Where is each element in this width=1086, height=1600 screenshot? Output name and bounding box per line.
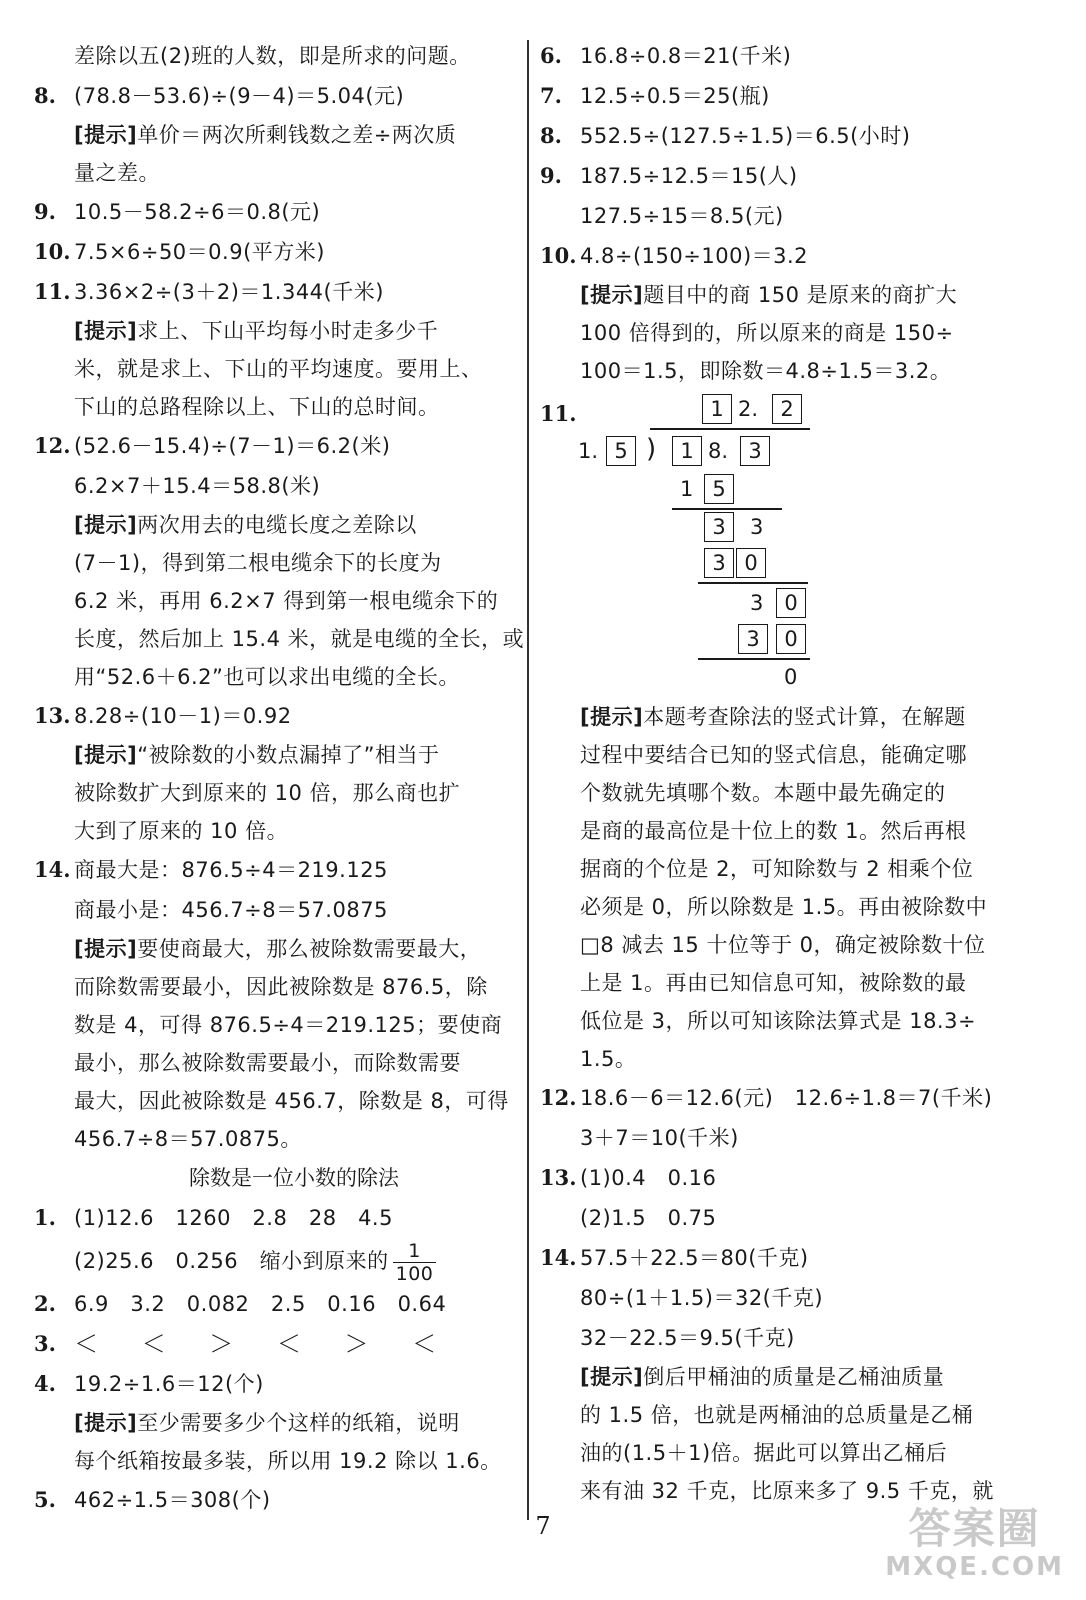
answer-line: 552.5÷(127.5÷1.5)＝6.5(小时) xyxy=(580,124,911,148)
tip-line: 6.2 米，再用 6.2×7 得到第一根电缆余下的 xyxy=(74,589,499,613)
step-digit: 3 xyxy=(750,591,764,615)
tip-line: 100 倍得到的，所以原来的商是 150÷ xyxy=(580,321,954,345)
remainder-digit: 0 xyxy=(784,665,798,689)
tip-line xyxy=(540,1358,1060,1396)
answer-number: 8. xyxy=(540,123,562,148)
tip-line: 被除数扩大到原来的 10 倍，那么商也扩 xyxy=(74,781,461,805)
tip-line: 而除数需要最小，因此被除数是 876.5，除 xyxy=(74,975,488,999)
tip-line: 油的(1.5＋1)倍。据此可以算出乙桶后 xyxy=(580,1441,948,1465)
watermark-logo xyxy=(885,1506,1064,1582)
answer-line: 7.5×6÷50＝0.9(平方米) xyxy=(74,240,325,264)
answer-line: (2)1.5 0.75 xyxy=(580,1206,717,1230)
continuation-line: 差除以五(2)班的人数，即是所求的问题。 xyxy=(74,44,471,68)
tip-line: 来有油 32 千克，比原来多了 9.5 千克，就 xyxy=(580,1479,994,1503)
answer-item xyxy=(34,232,524,272)
step-digit: 1 xyxy=(680,477,694,501)
answer-line: 商最大是：876.5÷4＝219.125 xyxy=(74,858,388,882)
answer-number: 5. xyxy=(34,1487,56,1512)
tip-line: 是商的最高位是十位上的数 1。然后再根 xyxy=(580,819,967,843)
answer-item xyxy=(34,192,524,232)
tip-line: 下山的总路程除以上、下山的总时间。 xyxy=(74,395,440,419)
answer-item xyxy=(34,696,524,850)
step-digit-box: 3 xyxy=(738,624,768,654)
tip-text: 求上、下山平均每小时走多少千 xyxy=(137,319,439,343)
tip-text: 题目中的商 150 是原来的商扩大 xyxy=(643,283,958,307)
watermark-bottom: MXQE.COM xyxy=(885,1552,1064,1582)
right-column xyxy=(540,36,1060,1510)
answer-line: (52.6－15.4)÷(7－1)＝6.2(米) xyxy=(74,434,391,458)
answer-number: 8. xyxy=(34,83,56,108)
step-digit-box: 5 xyxy=(704,474,734,504)
answer-number: 9. xyxy=(34,199,56,224)
tip-text: 倒后甲桶油的质量是乙桶油质量 xyxy=(643,1365,945,1389)
answer-12 xyxy=(540,1078,1060,1158)
left-column xyxy=(34,36,524,1520)
tip-label: [提示] xyxy=(74,937,138,961)
answer-line: 10.5－58.2÷6＝0.8(元) xyxy=(74,200,321,224)
answer-number: 14. xyxy=(540,1245,577,1270)
step-digit: 3 xyxy=(750,515,764,539)
answer-text: (2)25.6 0.256 缩小到原来的 xyxy=(74,1249,389,1273)
tip-block xyxy=(540,698,1060,1078)
tip-line xyxy=(34,736,524,774)
tip-line: 长度，然后加上 15.4 米，就是电缆的全长，或 xyxy=(74,627,525,651)
answer-number: 12. xyxy=(34,433,71,458)
divisor-digit: 1. xyxy=(578,439,599,463)
answer-line: 19.2÷1.6＝12(个) xyxy=(74,1372,264,1396)
answer-14 xyxy=(540,1238,1060,1510)
tip-text: “被除数的小数点漏掉了”相当于 xyxy=(137,743,440,767)
answer-number: 3. xyxy=(34,1331,56,1356)
tip-line: □8 减去 15 十位等于 0，确定被除数十位 xyxy=(580,933,986,957)
answer-number: 7. xyxy=(540,83,562,108)
tip-label: [提示] xyxy=(580,283,644,307)
tip-line: 最小，那么被除数需要最小，而除数需要 xyxy=(74,1051,461,1075)
answer-item xyxy=(34,76,524,192)
answer-item xyxy=(540,236,1060,390)
answer-number: 10. xyxy=(540,243,577,268)
tip-label: [提示] xyxy=(74,123,138,147)
answer-number: 13. xyxy=(34,703,71,728)
tip-line: 100＝1.5，即除数＝4.8÷1.5＝3.2。 xyxy=(580,359,952,383)
dividend-digit-box: 3 xyxy=(740,436,770,466)
tip-text: 至少需要多少个这样的纸箱，说明 xyxy=(137,1411,460,1435)
tip-label: [提示] xyxy=(580,1365,644,1389)
answer-s2 xyxy=(34,1284,524,1324)
tip-text: 两次用去的电缆长度之差除以 xyxy=(137,513,417,537)
tip-line: 过程中要结合已知的竖式信息，能确定哪 xyxy=(580,743,967,767)
step-digit-box: 3 xyxy=(704,512,734,542)
dividend-digit: 8. xyxy=(708,439,729,463)
answer-number: 12. xyxy=(540,1085,577,1110)
answer-line: 18.6－6＝12.6(元) 12.6÷1.8＝7(千米) xyxy=(580,1086,993,1110)
answer-number: 11. xyxy=(34,279,71,304)
answer-line: 商最小是：456.7÷8＝57.0875 xyxy=(74,898,388,922)
step-digit-box: 3 xyxy=(704,548,734,578)
tip-line: 1.5。 xyxy=(580,1047,637,1071)
answer-item xyxy=(34,426,524,696)
tip-label: [提示] xyxy=(74,319,138,343)
tip-label: [提示] xyxy=(74,1411,138,1435)
answer-s3 xyxy=(34,1324,524,1364)
tip-label: [提示] xyxy=(74,513,138,537)
tip-text: 要使商最大，那么被除数需要最大， xyxy=(137,937,482,961)
answer-line: 3＋7＝10(千米) xyxy=(580,1126,739,1150)
answer-11 xyxy=(540,394,1060,1078)
left-answer-list xyxy=(34,76,524,1158)
answer-s4 xyxy=(34,1364,524,1480)
answer-line xyxy=(34,1238,524,1284)
quotient-digit-box: 1 xyxy=(702,394,732,424)
fraction-numerator: 1 xyxy=(393,1240,437,1263)
step-line xyxy=(698,582,808,584)
fraction-denominator: 100 xyxy=(395,1262,434,1285)
dividend-digit-box: 1 xyxy=(672,436,702,466)
fraction xyxy=(393,1240,437,1285)
tip-line: 米，就是求上、下山的平均速度。要用上、 xyxy=(74,357,483,381)
answer-item xyxy=(540,156,1060,236)
answer-line: (1)0.4 0.16 xyxy=(580,1166,717,1190)
step-digit-box: 0 xyxy=(776,624,806,654)
answer-line: (1)12.6 1260 2.8 28 4.5 xyxy=(74,1206,393,1230)
answer-line: 80÷(1＋1.5)＝32(千克) xyxy=(580,1286,824,1310)
answer-line: ＜ ＜ ＞ ＜ ＞ ＜ xyxy=(74,1330,455,1358)
tip-line: 数是 4，可得 876.5÷4＝219.125；要使商 xyxy=(74,1013,503,1037)
tip-text: 单价＝两次所剩钱数之差÷两次质 xyxy=(137,123,457,147)
column-divider xyxy=(527,40,529,1520)
answer-number: 11. xyxy=(540,401,577,426)
tip-line xyxy=(34,312,524,350)
tip-line xyxy=(540,698,1060,736)
answer-line: 462÷1.5＝308(个) xyxy=(74,1488,271,1512)
quotient-digit: 2. xyxy=(738,397,759,421)
answer-s1 xyxy=(34,1198,524,1284)
tip-line: 低位是 3，所以可知该除法算式是 18.3÷ xyxy=(580,1009,977,1033)
tip-line xyxy=(34,1404,524,1442)
answer-number: 10. xyxy=(34,239,71,264)
tip-line xyxy=(34,930,524,968)
tip-line: 最大，因此被除数是 456.7，除数是 8，可得 xyxy=(74,1089,509,1113)
answer-number: 6. xyxy=(540,43,562,68)
answer-13 xyxy=(540,1158,1060,1238)
answer-line: 127.5÷15＝8.5(元) xyxy=(580,204,784,228)
answer-line: 6.2×7＋15.4＝58.8(米) xyxy=(74,474,321,498)
answer-line: 8.28÷(10－1)＝0.92 xyxy=(74,704,292,728)
answer-number: 1. xyxy=(34,1205,56,1230)
answer-line: 4.8÷(150÷100)＝3.2 xyxy=(580,244,809,268)
answer-item xyxy=(34,272,524,426)
answer-line: 12.5÷0.5＝25(瓶) xyxy=(580,84,770,108)
tip-line xyxy=(34,116,524,154)
answer-item xyxy=(540,36,1060,76)
division-bracket: ) xyxy=(646,434,657,464)
tip-line xyxy=(540,276,1060,314)
step-line xyxy=(672,508,782,510)
tip-line: (7－1)，得到第二根电缆余下的长度为 xyxy=(74,551,442,575)
tip-line: 用“52.6＋6.2”也可以求出电缆的全长。 xyxy=(74,665,460,689)
tip-line: 量之差。 xyxy=(74,161,160,185)
answer-number: 9. xyxy=(540,163,562,188)
answer-number: 2. xyxy=(34,1291,56,1316)
answer-number: 14. xyxy=(34,857,71,882)
answer-line: 187.5÷12.5＝15(人) xyxy=(580,164,798,188)
page-number: 7 xyxy=(535,1512,551,1540)
answer-line: 3.36×2÷(3＋2)＝1.344(千米) xyxy=(74,280,384,304)
tip-text: 本题考查除法的竖式计算，在解题 xyxy=(643,705,966,729)
step-digit-box: 0 xyxy=(776,588,806,618)
division-bar xyxy=(650,428,810,430)
answer-item xyxy=(540,76,1060,116)
tip-line: 据商的个位是 2，可知除数与 2 相乘个位 xyxy=(580,857,974,881)
tip-line: 每个纸箱按最多装，所以用 19.2 除以 1.6。 xyxy=(74,1449,502,1473)
answer-line: 16.8÷0.8＝21(千米) xyxy=(580,44,792,68)
right-answer-list xyxy=(540,36,1060,390)
tip-label: [提示] xyxy=(74,743,138,767)
step-line xyxy=(698,658,810,660)
quotient-digit-box: 2 xyxy=(772,394,802,424)
tip-line: 的 1.5 倍，也就是两桶油的总质量是乙桶 xyxy=(580,1403,974,1427)
tip-line xyxy=(34,506,524,544)
tip-label: [提示] xyxy=(580,705,644,729)
tip-line: 个数就先填哪个数。本题中最先确定的 xyxy=(580,781,946,805)
divisor-digit-box: 5 xyxy=(606,436,636,466)
step-digit-box: 0 xyxy=(736,548,766,578)
watermark-top: 答案圈 xyxy=(908,1504,1041,1553)
answer-item xyxy=(34,850,524,1158)
answer-number: 13. xyxy=(540,1165,577,1190)
answer-line: 57.5＋22.5＝80(千克) xyxy=(580,1246,809,1270)
section-title: 除数是一位小数的除法 xyxy=(189,1166,399,1190)
answer-item xyxy=(540,116,1060,156)
answer-line: 6.9 3.2 0.082 2.5 0.16 0.64 xyxy=(74,1292,447,1316)
long-division xyxy=(540,394,1060,689)
tip-line: 上是 1。再由已知信息可知，被除数的最 xyxy=(580,971,967,995)
tip-line: 必须是 0，所以除数是 1.5。再由被除数中 xyxy=(580,895,988,919)
tip-line: 456.7÷8＝57.0875。 xyxy=(74,1127,302,1151)
answer-number: 4. xyxy=(34,1371,56,1396)
tip-line: 大到了原来的 10 倍。 xyxy=(74,819,289,843)
answer-line: (78.8－53.6)÷(9－4)＝5.04(元) xyxy=(74,84,405,108)
answer-line: 32－22.5＝9.5(千克) xyxy=(580,1326,795,1350)
